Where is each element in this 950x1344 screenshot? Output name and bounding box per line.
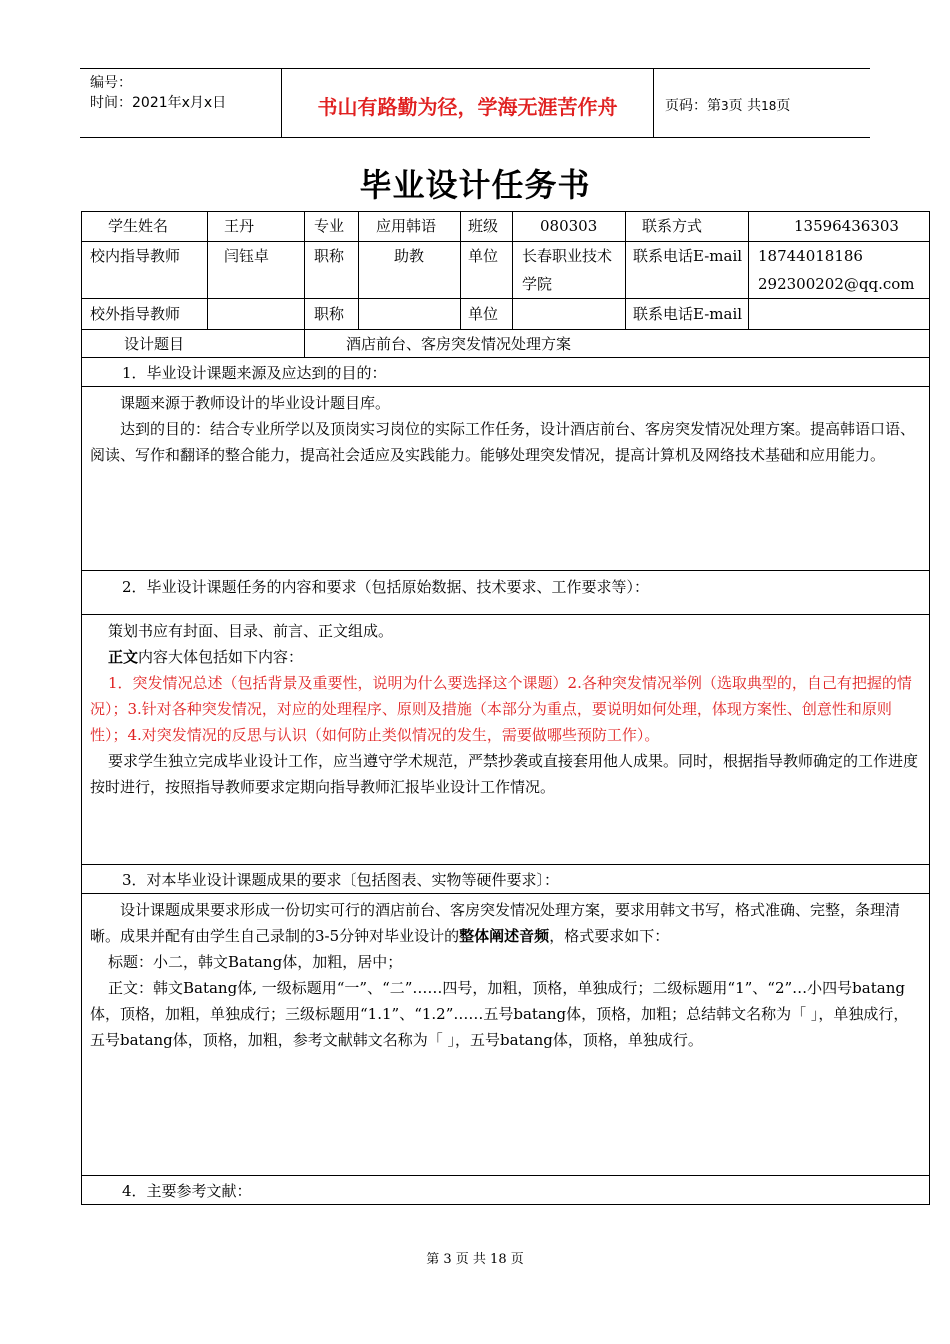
phone-email-label: 联系电话E-mail: [633, 305, 743, 323]
row-divider: [82, 570, 929, 571]
col-divider: [512, 212, 513, 329]
page-indicator: 页码：第3页 共18页: [665, 98, 791, 114]
unit-value-line2: 学院: [522, 275, 553, 293]
contact-value: 13596436303: [794, 217, 899, 235]
section2-heading: 2．毕业设计课题任务的内容和要求（包括原始数据、技术要求、工作要求等）：: [122, 578, 650, 596]
class-value: 080303: [540, 217, 598, 235]
row-divider: [82, 864, 929, 865]
section3-paragraph: 正文：韩文Batang体, 一级标题用“一”、“二”……四号，加粗，顶格，单独成行；二级标题用“1”、“2”…小四号batang体，顶格，加粗，单独成行；三级标题用“1.1”、“1.2”……五号batang体，顶格，加粗；总结韩文名称为「 」，单独成行，五号batang体，顶格，加粗，参考文献韩文名称为「 」，五号batang体，顶格，单独成行。: [90, 979, 909, 1049]
section1-heading: 1．毕业设计课题来源及应达到的目的：: [122, 364, 387, 382]
bold-text: 整体阐述音频: [459, 927, 550, 945]
topic-label: 设计题目: [124, 335, 185, 353]
email-value: 292300202@qq.com: [758, 275, 915, 293]
col-divider: [304, 212, 305, 357]
section1-paragraph: 达到的目的：结合专业所学以及顶岗实习岗位的实际工作任务，设计酒店前台、客房突发情况处理方案。提高韩语口语、阅读、写作和翻译的整合能力，提高社会适应及实践能力。能够处理突发情况，提高计算机及网络技术基础和应用能力。: [90, 420, 916, 464]
inner-teacher-name: 闫钰卓: [224, 247, 270, 265]
section3-paragraph: 设计课题成果要求形成一份切实可行的酒店前台、客房突发情况处理方案，要求用韩文书写，格式准确、完整，条理清晰。成果并配有由学生自己录制的3-5分钟对毕业设计的整体阐述音频，格式要求如下：: [90, 901, 901, 945]
motto: 书山有路勤为径，学海无涯苦作舟: [317, 95, 618, 119]
section2-paragraph: 正文内容大体包括如下内容：: [108, 648, 304, 666]
section2-paragraph: 策划书应有封面、目录、前言、正文组成。: [108, 622, 394, 640]
title-value: 助教: [394, 247, 425, 265]
serial-label: 编号：: [90, 75, 132, 91]
student-name-label: 学生姓名: [108, 217, 169, 235]
class-label: 班级: [468, 217, 499, 235]
section3-heading: 3．对本毕业设计课题成果的要求〔包括图表、实物等硬件要求〕：: [122, 871, 560, 889]
page-header: [80, 68, 870, 138]
row-divider: [82, 298, 929, 299]
student-name: 王丹: [224, 217, 255, 235]
inner-teacher-label: 校内指导教师: [90, 247, 181, 265]
time-label: 时间：2021年x月x日: [90, 95, 227, 111]
row-divider: [82, 1175, 929, 1176]
contact-label: 联系方式: [642, 217, 703, 235]
outer-teacher-label: 校外指导教师: [90, 305, 181, 323]
major-value: 应用韩语: [376, 217, 437, 235]
task-form-table: [81, 211, 930, 1205]
col-divider: [358, 212, 359, 329]
section2-paragraph-red: 1．突发情况总述（包括背景及重要性，说明为什么要选择这个课题）2.各种突发情况举例（选取典型的，自己有把握的情况）；3.针对各种突发情况，对应的处理程序、原则及措施（本部分为重点，要说明如何处理，体现方案性、创意性和原则性）；4.对突发情况的反思与认识（如何防止类似情况的发生，需要做哪些预防工作）。: [90, 674, 912, 744]
section3-paragraph: 标题：小二，韩文Batang体，加粗，居中；: [108, 953, 403, 971]
topic-value: 酒店前台、客房突发情况处理方案: [346, 335, 572, 353]
phone-value: 18744018186: [758, 247, 863, 265]
bold-text: 正文: [108, 648, 139, 666]
section2-body: [90, 618, 923, 800]
col-divider: [748, 212, 749, 329]
section3-body: [90, 897, 923, 1053]
unit-value-line1: 长春职业技术: [522, 247, 613, 265]
header-divider: [653, 69, 654, 137]
unit-label: 单位: [468, 247, 499, 265]
col-divider: [460, 212, 461, 329]
section1-body: [90, 390, 923, 468]
section4-heading: 4．主要参考文献：: [122, 1182, 252, 1200]
phone-email-label: 联系电话E-mail: [633, 247, 743, 265]
title-label: 职称: [314, 247, 345, 265]
header-meta: [90, 73, 226, 113]
title-label: 职称: [314, 305, 345, 323]
col-divider: [625, 212, 626, 329]
row-divider: [82, 893, 929, 894]
page-footer: 第 3 页 共 18 页: [426, 1252, 524, 1267]
col-divider: [207, 212, 208, 329]
section1-paragraph: 课题来源于教师设计的毕业设计题目库。: [120, 394, 391, 412]
section2-paragraph: 要求学生独立完成毕业设计工作，应当遵守学术规范，严禁抄袭或直接套用他人成果。同时，根据指导教师确定的工作进度按时进行，按照指导教师要求定期向指导教师汇报毕业设计工作情况。: [90, 752, 919, 796]
row-divider: [82, 386, 929, 387]
major-label: 专业: [314, 217, 345, 235]
unit-label: 单位: [468, 305, 499, 323]
page-title: 毕业设计任务书: [359, 166, 591, 204]
row-divider: [82, 614, 929, 615]
